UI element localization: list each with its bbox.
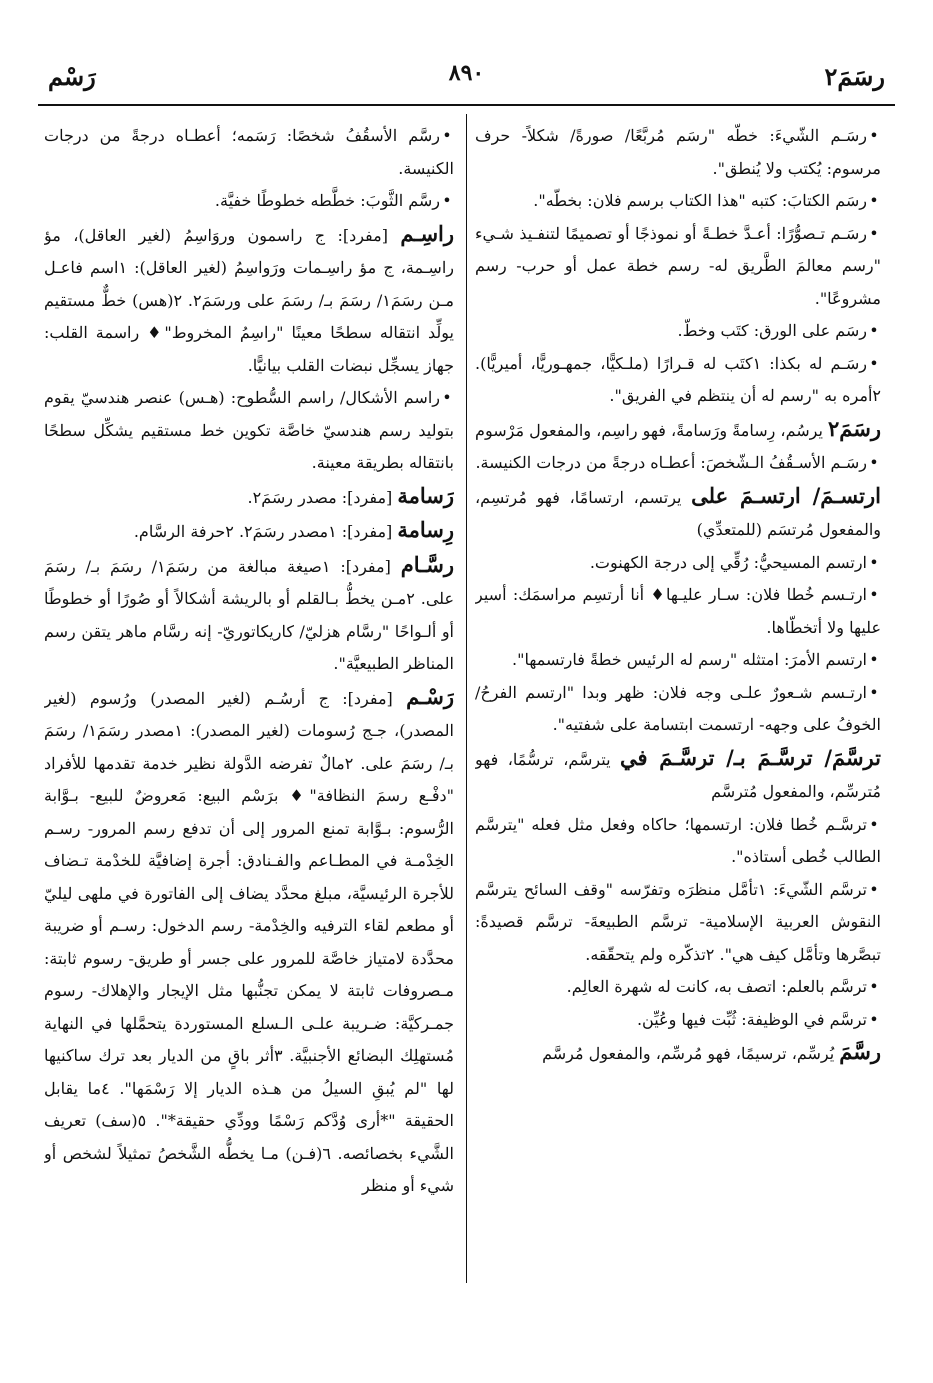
sense-text: ارتـسم خُطا فلان: سـار عليـها♦ أنا أرتسِم مراسمَك: أسير عليها ولا أتخطّاها. bbox=[475, 585, 881, 637]
bullet-icon: • bbox=[869, 126, 879, 145]
bullet-icon: • bbox=[869, 191, 879, 210]
header-guide-word-last: رَسْم bbox=[48, 62, 96, 91]
bullet-icon: • bbox=[869, 552, 879, 572]
bullet-icon: • bbox=[869, 650, 879, 669]
column-divider bbox=[466, 114, 467, 1283]
sense-text: ترسَّم الشّيءَ: ١تأمَّل منظرَه وتفرّسه "وقف السائح يترسَّم النقوش العربية الإسلامية- ترسَّم الطبيعةَ- ترسَّم قصيدةً: تبصَّرها وتأمَّل كيف هي". ٢تذكّره ولم يتحقّقه. bbox=[475, 879, 881, 964]
sense-entry bbox=[475, 644, 881, 677]
headword-entry bbox=[475, 480, 881, 547]
headword-entry bbox=[475, 1036, 881, 1071]
headword-definition: [مفرد]: ج راسمون وروَاسِمُ (لغير العاقل)، مؤ راسِـمة، ج مؤ راسِـمات ورَواسِمُ (لغير العاقل): ١اسم فاعـل مـن رسَمَ١/ رسَمَ بـ/ رسَمَ على ورسَمَ٢. ٢(هس) خطٌّ مستقيم يولِّد انتقاله سطحًا معينًا "راسِمُ المخروط"♦ راسمة القلب: جهاز يسجِّل نبضات القلب بيانيًّا. bbox=[44, 225, 454, 375]
sense-text: ترسَّم في الوظيفة: ثُبِّت فيها وعُيِّن. bbox=[636, 1009, 867, 1029]
headword: رَسامة bbox=[397, 482, 454, 508]
sense-text: رسَـم له بكذا: ١كتَب له قـرارًا (ملـكيًّا، جمهـوريًّا، أميريًّا). ٢أمره به "رسم له أن ينتظم في الفريق". bbox=[475, 353, 881, 405]
sense-text: رسَـم الأسـقُفُ الـشّخصَ: أعطـاه درجةً من درجات الكنيسة. bbox=[475, 453, 867, 472]
headword: رِسامة bbox=[397, 517, 454, 542]
sense-text: رسَّم الثَّوبَ: خطَّطه خطوطًا خفيَّة. bbox=[214, 191, 440, 210]
sense-entry bbox=[475, 120, 881, 185]
headword-definition: يترسَّم، ترسُّمًا، فهو مُترسِّم، والمفعول مُترسَّم bbox=[475, 749, 881, 801]
header-guide-word-first: رسَمَ٢ bbox=[824, 62, 885, 91]
sense-entry bbox=[475, 185, 881, 218]
sense-entry bbox=[44, 185, 454, 218]
headword: راسِـم bbox=[400, 220, 454, 246]
headword-entry bbox=[44, 514, 454, 549]
headword-entry bbox=[44, 480, 454, 515]
sense-text: راسم الأشكال/ راسم السُّطوح: (هـس) عنصر هندسيّ يقوم بتوليد رسم هندسيّ خاصَّة تكوين خط مستقيم يشكِّل سطحًا بانتقاله بطريقة معينة. bbox=[44, 388, 454, 472]
bullet-icon: • bbox=[869, 814, 879, 834]
bullet-icon: • bbox=[442, 388, 452, 407]
headword-definition: يرسُم، رِسامةً ورَسامةً، فهو راسِم، والمفعول مَرْسوم bbox=[475, 420, 828, 440]
headword: رَسْـم bbox=[406, 683, 454, 709]
headword-definition: يُرسِّم، ترسيمًا، فهو مُرسِّم، والمفعول مُرسَّم bbox=[542, 1044, 840, 1063]
bullet-icon: • bbox=[869, 223, 879, 243]
sense-entry bbox=[475, 579, 881, 644]
sense-text: رسَـم تـصوُّرًا: أعـدَّ خطـةً أو نموذجًا أو تصميمًا لتنفـيذ شـيء "رسم معالمَ الطَّريق له- رسم خطة عمل أو حرب- رسم مشروعًا". bbox=[475, 223, 881, 308]
headword-definition: [مفرد]: مصدر رسَمَ٢. bbox=[247, 487, 398, 507]
bullet-icon: • bbox=[869, 321, 879, 340]
sense-text: ترسَّم بالعلم: اتصف به، كانت له شهرة العالِم. bbox=[566, 977, 867, 996]
bullet-icon: • bbox=[869, 1009, 879, 1029]
left-column bbox=[44, 120, 454, 1293]
headword: ارتسـمَ/ ارتسـمَ على bbox=[691, 482, 881, 508]
sense-entry bbox=[475, 315, 881, 348]
headword: رسَّـام bbox=[400, 551, 454, 577]
headword-definition: [مفرد]: ج أرسُـم (لغير المصدر) ورُسوم (لغير المصدر)، جـج رُسومات (لغير المصدر): ١مصدر رسَمَ١/ رسَمَ بـ/ رسَمَ على. ٢مالٌ تفرضه الدَّولة نظير خدمة تقدمها للأفراد "دفْـع رسمَ النظافة"♦ برَسْم البيع: مَعروضٌ للبيع- بـوَّابة الرُّسوم: بـوَّابة تمنع المرور إلى أن تدفع رسم المرور- رسـم الخِدْمـة في المطـاعم والفـنادق: أجرة إضافيَّة للخدْمة تـضاف للأجرة الرئيسيَّة، مبلغ محدَّد يضاف إلى الفاتورة في ملهى ليليّ أو مطعم لقاء الترفيه والخِدْمة- رسم الدخول: رسـم أو ضريبة محدَّدة لامتياز خاصَّة للمرور على جسر أو طريق- رسوم ثابتة: مـصروفات ثابتة لا يمكن تجنُّبها مثل الإيجار والإهلاك- رسوم جمـركيَّة: ضـريبة علـى الـسلع المستوردة يتحمَّلها في النهاية مُستهلِك البضائع الأجنبيَّة. ٣أثر باقٍ من الديار بعد ترك ساكنيها لها "لم يُبقِ السيلُ من هـذه الديار إلا رَسْمَها". ٤ما يقابل الحقيقة "*أرى وُدَّكم رَسْمًا وودِّي حقيقة*". ٥(سف) تعريف الشَّيء بخصائصه. ٦(فـن) مـا يخطُّه الشَّخصُ تمثيلاً لشخص أو شيء أو منظر bbox=[44, 688, 454, 1195]
bullet-icon: • bbox=[442, 191, 452, 210]
sense-entry bbox=[44, 120, 454, 185]
headword-entry bbox=[44, 549, 454, 681]
headword-entry bbox=[475, 742, 881, 809]
headword-definition: يرتسم، ارتسامًا، فهو مُرتسِم، والمفعول مُرتسَم (للمتعدِّي) bbox=[475, 487, 881, 539]
headword: ترسَّمَ/ ترسَّـمَ بـ/ ترسَّـمَ في bbox=[620, 744, 881, 770]
headword: رسَّمَ bbox=[839, 1039, 881, 1064]
bullet-icon: • bbox=[869, 585, 879, 604]
page-header bbox=[40, 58, 893, 102]
sense-entry bbox=[475, 1004, 881, 1037]
sense-entry bbox=[44, 382, 454, 480]
page-number: ٨٩٠ bbox=[448, 60, 485, 86]
bullet-icon: • bbox=[869, 682, 879, 702]
headword-entry bbox=[44, 218, 454, 383]
sense-text: رسَم الكتابَ: كتبه "هذا الكتاب برسم فلان: بخطّه". bbox=[533, 191, 867, 210]
headword-entry bbox=[44, 681, 454, 1203]
sense-entry bbox=[475, 677, 881, 742]
headword-definition: [مفرد]: ١مصدر رسَمَ٢. ٢حرفة الرسَّام. bbox=[133, 522, 398, 541]
sense-entry bbox=[475, 348, 881, 413]
bullet-icon: • bbox=[869, 353, 879, 373]
sense-entry bbox=[475, 547, 881, 580]
bullet-icon: • bbox=[869, 879, 879, 899]
sense-entry bbox=[475, 218, 881, 316]
sense-text: ارتـسم شـعورٌ علـى وجه فلان: ظهر وبدا "ارتسم الفرحُ/ الخوفُ على وجهه- ارتسمت ابتسامة على شفتيه". bbox=[475, 682, 881, 734]
headword: رسَمَ٢ bbox=[828, 415, 881, 441]
right-column bbox=[475, 120, 881, 1293]
sense-text: رسَّم الأسقُفُ شخصًا: رَسَمه؛ أعطـاه درجةً من درجات الكنيسة. bbox=[44, 126, 454, 178]
bullet-icon: • bbox=[869, 977, 879, 996]
sense-text: ترسَّـم خُطا فلان: ارتسمها؛ حاكاه وفعل مثل فعله "يترسَّم الطالب خُطى أستاذه". bbox=[475, 814, 881, 866]
headword-entry bbox=[475, 413, 881, 448]
bullet-icon: • bbox=[442, 126, 452, 145]
sense-text: ارتسم الأمرَ: امتثله "رسم له الرئيس خطةً فارتسمها". bbox=[512, 650, 867, 669]
bullet-icon: • bbox=[869, 453, 879, 472]
sense-entry bbox=[475, 874, 881, 972]
sense-text: رسَم على الورق: كتَب وخطّ. bbox=[677, 321, 867, 340]
header-rule bbox=[38, 104, 895, 106]
sense-text: رسَـم الشّيءَ: خطّه "رسَم مُربَّعًا/ صورةً/ شكلاً- حرف مرسوم: يُكتب ولا يُنطق". bbox=[475, 126, 881, 178]
headword-definition: [مفرد]: ١صيغة مبالغة من رسَمَ١/ رسَمَ بـ/ رسَمَ على. ٢مـن يخطُّ بـالقلم أو بالريشة أشكالاً أو صُورًا أو خطوطًا أو ألـواحًا "رسَّام هزليّ/ كاريكاتوريّ- إنه رسَّام ماهر يتقن رسم المناظر الطبيعيَّة". bbox=[44, 556, 454, 673]
sense-entry bbox=[475, 447, 881, 480]
sense-text: ارتسم المسيحيُّ: رُقِّي إلى درجة الكهنوت. bbox=[589, 552, 867, 572]
sense-entry bbox=[475, 971, 881, 1004]
sense-entry bbox=[475, 809, 881, 874]
